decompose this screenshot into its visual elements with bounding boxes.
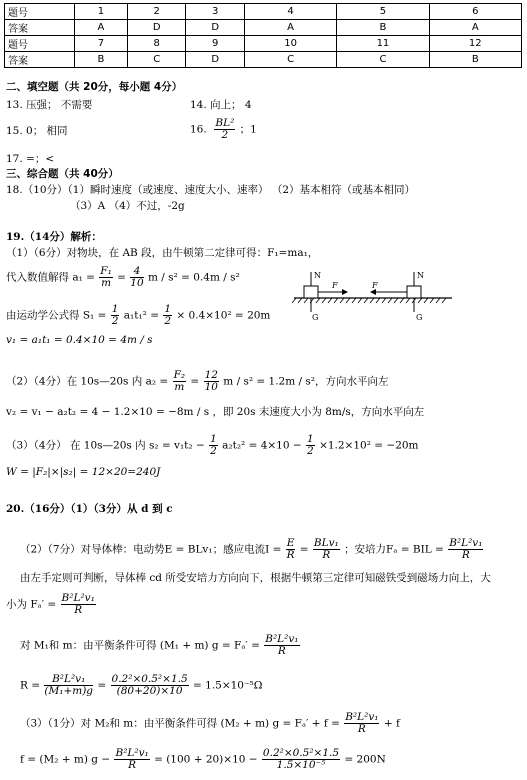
table-cell: 2	[127, 4, 186, 20]
q18-line1: 18.（10分）（1）瞬时速度（或速度、速度大小、速率） （2）基本相符（或基本相同）	[6, 184, 416, 196]
table-row	[5, 4, 522, 20]
q19-line4: v₁ = a₁t₁ = 0.4×10 = 4m / s	[6, 334, 153, 346]
table-cell: A	[75, 20, 128, 36]
row-label: 题号	[5, 36, 75, 52]
table-cell: B	[75, 52, 128, 68]
table-cell: 7	[75, 36, 128, 52]
force-diagram	[292, 270, 457, 325]
q15: 15. 0； 相同	[6, 125, 68, 137]
table-cell: D	[127, 20, 186, 36]
answer-table	[4, 3, 522, 68]
table-cell: 10	[244, 36, 336, 52]
table-cell: A	[429, 20, 521, 36]
label-g1: G	[312, 313, 319, 322]
table-cell: 6	[429, 4, 521, 20]
row-label: 题号	[5, 4, 75, 20]
label-f2: F	[372, 281, 378, 290]
table-cell: 12	[429, 36, 521, 52]
label-g2: G	[416, 313, 423, 322]
q13: 13. 压强； 不需要	[6, 99, 93, 111]
q20-line3: 由左手定则可判断，导体棒 cd 所受安培力方向向下，根据牛顿第三定律可知磁铁受到磁场力向上，大	[20, 572, 491, 584]
row-label: 答案	[5, 20, 75, 36]
q20-title: 20.（16分）（1）（3分）从 d 到 c	[6, 503, 173, 515]
q20-line2: （2）（7分）对导体棒：电动势E = BLv₁；感应电流I = $\frac{E}{R}$ = $\frac{\text{BLv₁}}{R}$ ；安培力Fₐ = BIL = $\frac{\text{B²L²v₁}}{R}$	[20, 537, 483, 561]
label-n1: N	[314, 271, 321, 280]
q18-line2: （3）A （4）不过，-2g	[70, 200, 185, 212]
block-right	[407, 286, 421, 298]
q19-line5: （2）（4分）在 10s—20s 内 a₂ = $\frac{\text{F₂}}{m}$ = $\frac{12}{10}$ m / s² = 1.2m / s²，方向水平向左	[6, 369, 389, 393]
table-cell: C	[337, 52, 429, 68]
table-row	[5, 52, 522, 68]
table-cell: D	[186, 20, 245, 36]
table-cell: 1	[75, 4, 128, 20]
table-cell: 4	[244, 4, 336, 20]
table-cell: B	[429, 52, 521, 68]
q16: 16. $\frac{\text{BL²}}{2}$ ；1	[190, 117, 257, 141]
q19-line1: （1）（6分）对物块，在 AB 段，由牛顿第二定律可得：F₁=ma₁，	[6, 247, 319, 259]
q16-fraction: $\frac{\text{BL²}}{2}$	[215, 117, 235, 141]
q20-line4: 小为 Fₐ′ = $\frac{\text{B²L²v₁}}{R}$	[6, 592, 95, 616]
q20-line8: f = (M₂ + m) g − $\frac{\text{B²L²v₁}}{R}$ = (100 + 20)×10 − $\frac{\text{0.2²×0.5²×1.5}}{\text{1.5×10⁻⁵}}$ = 200N	[20, 747, 386, 771]
table-cell: 3	[186, 4, 245, 20]
table-cell: 9	[186, 36, 245, 52]
q19-line7: （3）（4分） 在 10s—20s 内 s₂ = v₁t₂ − $\frac{1}{2}$ a₂t₂² = 4×10 − $\frac{1}{2}$ ×1.2×10² = −20m	[6, 433, 419, 457]
q20-line7: （3）（1分）对 M₂和 m：由平衡条件可得 (M₂ + m) g = Fₐ′ + f = $\frac{\text{B²L²v₁}}{R}$ + f	[20, 711, 400, 735]
block-left	[304, 286, 318, 298]
table-cell: 11	[337, 36, 429, 52]
table-cell: C	[244, 52, 336, 68]
q19-line8: W = |F₂|×|s₂| = 12×20=240J	[6, 466, 161, 478]
table-row	[5, 36, 522, 52]
q20-line6: R = $\frac{\text{B²L²v₁}}{\text{(M₁+m)g}}$ = $\frac{\text{0.2²×0.5²×1.5}}{(80+20)\times 10}$ = 1.5×10⁻⁵Ω	[20, 673, 263, 697]
label-n2: N	[417, 271, 424, 280]
table-cell: C	[127, 52, 186, 68]
q19-line2: 代入数值解得 a₁ = $\frac{\text{F₁}}{m}$ = $\frac{4}{10}$ m / s² = 0.4m / s²	[6, 265, 240, 289]
label-f1: F	[332, 281, 338, 290]
q19-line6: v₂ = v₁ − a₂t₂ = 4 − 1.2×10 = −8m / s ，即 20s 末速度大小为 8m/s，方向水平向左	[6, 406, 425, 418]
table-cell: 8	[127, 36, 186, 52]
q19-line3: 由运动学公式得 S₁ = $\frac{1}{2}$ a₁t₁² = $\frac{1}{2}$ × 0.4×10² = 20m	[6, 303, 271, 327]
section2-title: 二、填空题（共 20分，每小题 4分）	[6, 81, 183, 93]
section3-title: 三、综合题（共 40分）	[6, 168, 119, 180]
table-cell: 5	[337, 4, 429, 20]
q14: 14. 向上； 4	[190, 99, 252, 111]
row-label: 答案	[5, 52, 75, 68]
table-cell: A	[244, 20, 336, 36]
table-cell: D	[186, 52, 245, 68]
table-row	[5, 20, 522, 36]
q17: 17. =；<	[6, 153, 55, 165]
q20-line5: 对 M₁和 m：由平衡条件可得 (M₁ + m) g = Fₐ′ = $\frac{\text{B²L²v₁}}{R}$	[20, 633, 299, 657]
q19-title: 19.（14分）解析：	[6, 231, 102, 243]
table-cell: B	[337, 20, 429, 36]
